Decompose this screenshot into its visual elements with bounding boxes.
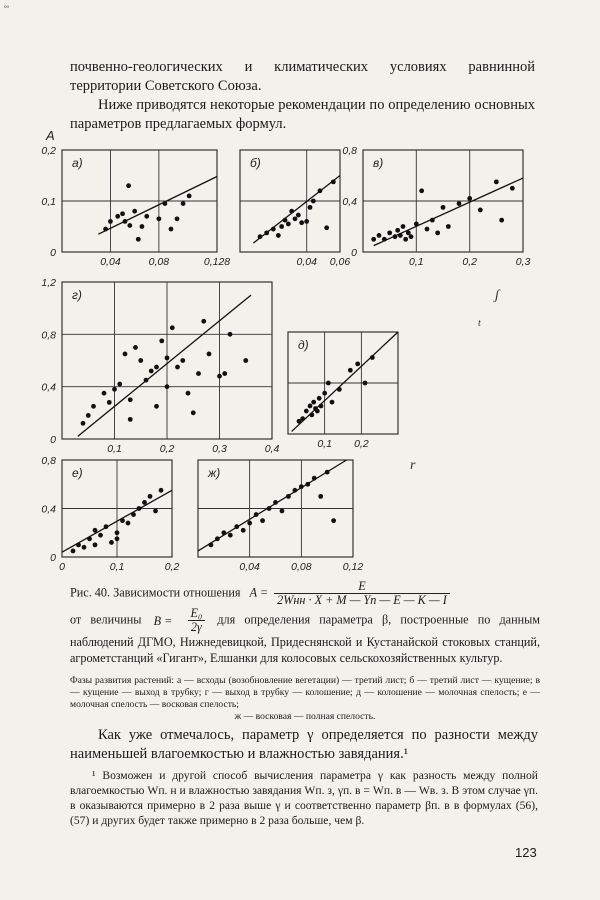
panel-2-point-9 bbox=[296, 213, 301, 218]
panel-2-point-0 bbox=[258, 234, 263, 239]
panel-2-point-16 bbox=[331, 179, 336, 184]
caption-formula-a bbox=[250, 580, 453, 607]
panel-6-label: е) bbox=[72, 466, 83, 480]
panel-6-ytick-label-1: 0,4 bbox=[41, 503, 56, 516]
panel-7-point-8 bbox=[260, 518, 265, 523]
panel-4-point-1 bbox=[86, 413, 91, 418]
panel-6-xtick-label-0: 0 bbox=[59, 561, 65, 573]
panel-5-point-4 bbox=[309, 412, 314, 417]
panel-3-point-12 bbox=[419, 188, 424, 193]
panel-1-ytick-label-1: 0,1 bbox=[41, 196, 56, 208]
panel-4-point-25 bbox=[222, 371, 227, 376]
panel-7-xtick-label-1: 0,08 bbox=[291, 561, 312, 573]
panel-3-point-14 bbox=[430, 218, 435, 223]
panel-5-xtick-label-0: 0,1 bbox=[317, 438, 332, 450]
panel-1-label: а) bbox=[72, 156, 83, 170]
page-number: 123 bbox=[515, 845, 537, 860]
caption-a-numerator: E bbox=[274, 580, 450, 594]
panel-6-point-13 bbox=[142, 500, 147, 505]
paragraph-gamma bbox=[70, 726, 538, 764]
panel-1-xtick-label-1: 0,08 bbox=[148, 256, 170, 268]
panel-5-point-8 bbox=[317, 396, 322, 401]
panel-7-point-7 bbox=[254, 512, 259, 517]
panel-2-point-2 bbox=[271, 227, 276, 232]
panel-6-point-17 bbox=[93, 528, 98, 533]
panel-4-point-6 bbox=[117, 382, 122, 387]
panel-6-point-3 bbox=[87, 536, 92, 541]
panel-2-xtick-label-1: 0,06 bbox=[329, 256, 351, 268]
caption-b-fraction bbox=[188, 607, 206, 634]
panel-4-point-27 bbox=[243, 358, 248, 363]
panel-3-point-5 bbox=[395, 228, 400, 233]
panel-2-point-14 bbox=[318, 188, 323, 193]
panel-4-ytick-label-2: 0,8 bbox=[41, 329, 56, 342]
panel-4-point-14 bbox=[159, 338, 164, 343]
panel-5-point-14 bbox=[348, 368, 353, 373]
corner-mark: ºº bbox=[4, 4, 9, 13]
panel-6-point-16 bbox=[159, 488, 164, 493]
panel-4-xtick-label-1: 0,2 bbox=[159, 443, 175, 455]
panel-5-point-1 bbox=[300, 416, 305, 421]
panel-4-point-20 bbox=[191, 410, 196, 415]
panel-1-point-5 bbox=[126, 183, 131, 188]
text-intro-body: Ниже приводятся некоторые рекомендации по определению основных параметров предлагаемых формул. bbox=[70, 97, 535, 132]
panel-7-point-19 bbox=[331, 518, 336, 523]
caption-from: от величины bbox=[70, 612, 142, 627]
caption-rest: для определения параметра β, построенные по данным наблюдений ДГМО, Нижнедевицкой, Придеснянской и Кустанайской стоковых станций, агрометстанций «Гигант», Елшанки для колосовых сельскохозяйственных культур. bbox=[70, 612, 541, 665]
panel-6-point-9 bbox=[120, 518, 125, 523]
panel-5-point-3 bbox=[308, 404, 313, 409]
panel-1-point-14 bbox=[175, 216, 180, 221]
stray-mark-1: ʃ bbox=[495, 288, 500, 303]
panel-1-point-2 bbox=[115, 214, 120, 219]
panel-4-point-17 bbox=[175, 365, 180, 370]
panel-2-point-15 bbox=[324, 225, 329, 230]
panel-4-ytick-label-1: 0,4 bbox=[41, 381, 56, 394]
panel-6-point-12 bbox=[137, 506, 142, 511]
panel-3-xtick-label-0: 0,1 bbox=[408, 256, 424, 268]
panel-3-ytick-label-2: 0,8 bbox=[342, 145, 357, 157]
panel-7-point-2 bbox=[221, 530, 226, 535]
panel-1-xtick-label-2: 0,128 bbox=[203, 256, 231, 268]
panel-7-point-6 bbox=[247, 521, 252, 526]
panel-4-point-10 bbox=[138, 358, 143, 363]
panel-5-point-16 bbox=[363, 381, 368, 386]
panel-7-point-11 bbox=[280, 509, 285, 514]
panel-5-label: д) bbox=[298, 338, 309, 352]
panel-4-point-5 bbox=[112, 387, 117, 392]
panel-4-label: г) bbox=[72, 288, 82, 302]
panel-6-point-7 bbox=[109, 540, 114, 545]
panel-4-fit-line bbox=[78, 295, 251, 436]
panel-4-point-12 bbox=[149, 369, 154, 374]
panel-1-point-7 bbox=[132, 209, 137, 214]
panel-6-point-18 bbox=[115, 536, 120, 541]
panel-1-point-4 bbox=[123, 219, 128, 224]
panel-6-point-11 bbox=[131, 512, 136, 517]
panel-5-point-5 bbox=[311, 400, 316, 405]
panel-1-point-0 bbox=[103, 227, 108, 232]
stray-mark-2: t bbox=[478, 318, 481, 329]
panel-1-point-12 bbox=[163, 201, 168, 206]
panel-7-point-13 bbox=[292, 488, 297, 493]
panel-3-point-3 bbox=[387, 230, 392, 235]
phases-last: ж — восковая — полная спелость. bbox=[234, 711, 376, 722]
panel-3-point-15 bbox=[435, 230, 440, 235]
panel-4-point-7 bbox=[123, 352, 128, 357]
panel-7-point-1 bbox=[215, 536, 220, 541]
y-axis-letter: A bbox=[46, 128, 55, 143]
panel-4-point-23 bbox=[207, 352, 212, 357]
panel-4-point-29 bbox=[154, 404, 159, 409]
panel-4-point-9 bbox=[133, 345, 138, 350]
panel-6-point-2 bbox=[82, 545, 87, 550]
panel-2-point-13 bbox=[311, 199, 316, 204]
panel-1-point-9 bbox=[140, 224, 145, 229]
panel-5-point-11 bbox=[326, 381, 331, 386]
panel-1-fit-line bbox=[98, 177, 217, 235]
panel-1-point-15 bbox=[181, 201, 186, 206]
panel-2-point-1 bbox=[264, 230, 269, 235]
panel-3-point-20 bbox=[478, 208, 483, 213]
panel-7-point-4 bbox=[234, 524, 239, 529]
panel-3-point-2 bbox=[382, 237, 387, 242]
panel-7-point-16 bbox=[312, 476, 317, 481]
panel-3-point-21 bbox=[494, 179, 499, 184]
stray-mark-3: r bbox=[410, 458, 416, 473]
panel-6-point-0 bbox=[71, 549, 76, 554]
panel-4-xtick-label-0: 0,1 bbox=[107, 443, 122, 455]
panel-1-xtick-label-0: 0,04 bbox=[100, 256, 121, 268]
footnote bbox=[70, 768, 538, 828]
panel-3-label: в) bbox=[373, 156, 384, 170]
panel-3-point-23 bbox=[510, 186, 515, 191]
caption-prefix: Рис. 40. Зависимости отношения bbox=[70, 585, 241, 600]
panel-3-point-18 bbox=[457, 201, 462, 206]
panel-4-point-24 bbox=[217, 374, 222, 379]
panel-4-point-18 bbox=[180, 358, 185, 363]
panel-7-label: ж) bbox=[208, 466, 221, 480]
panel-4-point-16 bbox=[170, 325, 175, 330]
panel-5-point-17 bbox=[370, 355, 375, 360]
panel-6-point-4 bbox=[93, 542, 98, 547]
panel-5-point-15 bbox=[355, 361, 360, 366]
caption-b-label: B = bbox=[153, 613, 173, 628]
caption-b-fraction-wrap bbox=[154, 613, 173, 629]
panel-3-point-10 bbox=[409, 234, 414, 239]
panel-6-point-8 bbox=[115, 530, 120, 535]
panel-1-point-8 bbox=[136, 237, 141, 242]
panel-2-point-5 bbox=[283, 218, 288, 223]
paragraph-gamma-body: Как уже отмечалось, параметр γ определяется по разности между наименьшей влагоемкостью и влажностью завядания.¹ bbox=[70, 727, 538, 762]
caption-b-numerator: E₀ bbox=[188, 607, 206, 621]
panel-6-point-5 bbox=[98, 533, 103, 538]
caption-a-denominator: 2Wнн · X + M — Yп — E — K — I bbox=[277, 593, 447, 607]
panel-5-xtick-label-1: 0,2 bbox=[354, 438, 369, 450]
caption-a-fraction bbox=[274, 580, 450, 607]
panel-7-fit-line bbox=[198, 460, 347, 551]
panel-3-point-11 bbox=[414, 222, 419, 227]
panel-7-point-14 bbox=[299, 484, 304, 489]
panel-4-point-15 bbox=[165, 384, 170, 389]
panel-3-point-4 bbox=[393, 234, 398, 239]
panel-7-point-15 bbox=[305, 482, 310, 487]
footnote-body: ¹ Возможен и другой способ вычисления параметра γ как разность между полной влагоемкостью Wп. н и влажностью завядания Wп. з, γп. в = Wп. в — Wв. з. В этом случае γп. в оказываются примерно в 2 раза выше γ и соответственно параметр βп. в в формулах (56), (57) и других будет также примерно в 2 раза больше, чем β. bbox=[70, 769, 538, 827]
panel-7-point-5 bbox=[241, 528, 246, 533]
panel-6-point-1 bbox=[76, 542, 81, 547]
panel-7-point-10 bbox=[273, 500, 278, 505]
panel-3-point-0 bbox=[371, 237, 376, 242]
panel-2-point-3 bbox=[276, 233, 281, 238]
panel-1-point-6 bbox=[127, 223, 132, 228]
panel-4-point-21 bbox=[196, 371, 201, 376]
panel-2-label: б) bbox=[250, 156, 261, 170]
panel-3-point-22 bbox=[499, 218, 504, 223]
panel-4-point-22 bbox=[201, 319, 206, 324]
panel-3-ytick-label-1: 0,4 bbox=[342, 196, 357, 208]
panel-5-point-13 bbox=[337, 387, 342, 392]
panel-4-ytick-label-0: 0 bbox=[50, 434, 56, 446]
panel-3-point-16 bbox=[441, 205, 446, 210]
panel-2-xtick-label-0: 0,04 bbox=[296, 256, 317, 268]
phases-text: Фазы развития растений: а — всходы (возобновление вегетации) — третий лист; б — третий лист — кущение; в — кущение — выход в трубку; г — выход в трубку — колошение; д — колошение — молочная спелость; е — молочная спелость — восковая спелость; bbox=[70, 675, 540, 710]
caption-a-label: A = bbox=[249, 585, 269, 600]
panel-3-point-7 bbox=[401, 224, 406, 229]
panel-3-point-13 bbox=[425, 227, 430, 232]
panel-3-point-17 bbox=[446, 224, 451, 229]
panel-1-point-10 bbox=[144, 214, 149, 219]
panel-5-point-10 bbox=[322, 391, 327, 396]
panel-5-point-9 bbox=[319, 404, 324, 409]
panel-7-xtick-label-0: 0,04 bbox=[239, 561, 260, 573]
panel-4-point-8 bbox=[128, 397, 133, 402]
panel-1-point-16 bbox=[187, 194, 192, 199]
panel-1-ytick-label-2: 0,2 bbox=[41, 145, 56, 157]
panel-1-point-3 bbox=[120, 211, 125, 216]
panel-1-point-1 bbox=[108, 219, 113, 224]
panel-3-ytick-label-0: 0 bbox=[351, 247, 357, 259]
panel-7-point-9 bbox=[267, 506, 272, 511]
panel-2-point-11 bbox=[304, 219, 309, 224]
caption-b-denominator: 2γ bbox=[190, 620, 202, 634]
panel-2-point-8 bbox=[293, 216, 298, 221]
panel-7-point-3 bbox=[228, 533, 233, 538]
panel-6-ytick-label-0: 0 bbox=[50, 552, 56, 564]
panel-2-point-12 bbox=[308, 205, 313, 210]
panel-7-point-18 bbox=[325, 470, 330, 475]
panel-2-point-10 bbox=[299, 220, 304, 225]
panel-3-xtick-label-1: 0,2 bbox=[462, 256, 478, 268]
panel-2-point-4 bbox=[279, 224, 284, 229]
panel-4-point-19 bbox=[186, 391, 191, 396]
panel-7-xtick-label-2: 0,12 bbox=[342, 561, 364, 573]
panel-3-xtick-label-2: 0,3 bbox=[515, 256, 531, 268]
panel-6-xtick-label-2: 0,2 bbox=[164, 561, 180, 573]
panel-3-point-1 bbox=[377, 233, 382, 238]
panel-4-point-28 bbox=[128, 417, 133, 422]
panel-7-point-12 bbox=[286, 494, 291, 499]
panel-4-xtick-label-2: 0,3 bbox=[212, 443, 227, 455]
panel-4-point-4 bbox=[107, 400, 112, 405]
panel-3-point-6 bbox=[398, 233, 403, 238]
panel-4-point-30 bbox=[165, 355, 170, 360]
panel-4-xtick-label-3: 0,4 bbox=[264, 443, 280, 455]
figure-caption bbox=[70, 580, 540, 666]
panel-4-ytick-label-3: 1,2 bbox=[41, 277, 56, 289]
panel-6-ytick-label-2: 0,8 bbox=[41, 455, 56, 467]
panel-6-point-6 bbox=[104, 524, 109, 529]
panel-7-point-0 bbox=[209, 542, 214, 547]
panel-4-point-11 bbox=[144, 378, 149, 383]
panel-1-point-13 bbox=[169, 227, 174, 232]
panel-6-point-15 bbox=[153, 509, 158, 514]
phases-legend bbox=[70, 675, 540, 723]
panel-2-point-7 bbox=[289, 209, 294, 214]
panel-6-xtick-label-1: 0,1 bbox=[109, 561, 125, 573]
panel-4-point-0 bbox=[81, 421, 86, 426]
panel-4-point-3 bbox=[102, 391, 107, 396]
panel-1-ytick-label-0: 0 bbox=[50, 247, 56, 259]
panel-3-point-8 bbox=[403, 237, 408, 242]
panel-6-point-14 bbox=[148, 494, 153, 499]
panel-5-point-12 bbox=[330, 400, 335, 405]
panel-5-point-7 bbox=[315, 409, 320, 414]
panel-7-point-17 bbox=[318, 494, 323, 499]
panel-2-point-6 bbox=[286, 222, 291, 227]
panel-4-point-26 bbox=[228, 332, 233, 337]
panel-3-point-19 bbox=[467, 196, 472, 201]
panel-4-point-2 bbox=[91, 404, 96, 409]
panel-5-point-2 bbox=[304, 409, 309, 414]
panel-4-point-13 bbox=[154, 365, 159, 370]
panel-1-point-11 bbox=[156, 216, 161, 221]
panel-6-point-10 bbox=[126, 521, 131, 526]
text-top-body: почвенно-геологических и климатических условиях равнинной территории Советского Союза. bbox=[70, 59, 535, 94]
